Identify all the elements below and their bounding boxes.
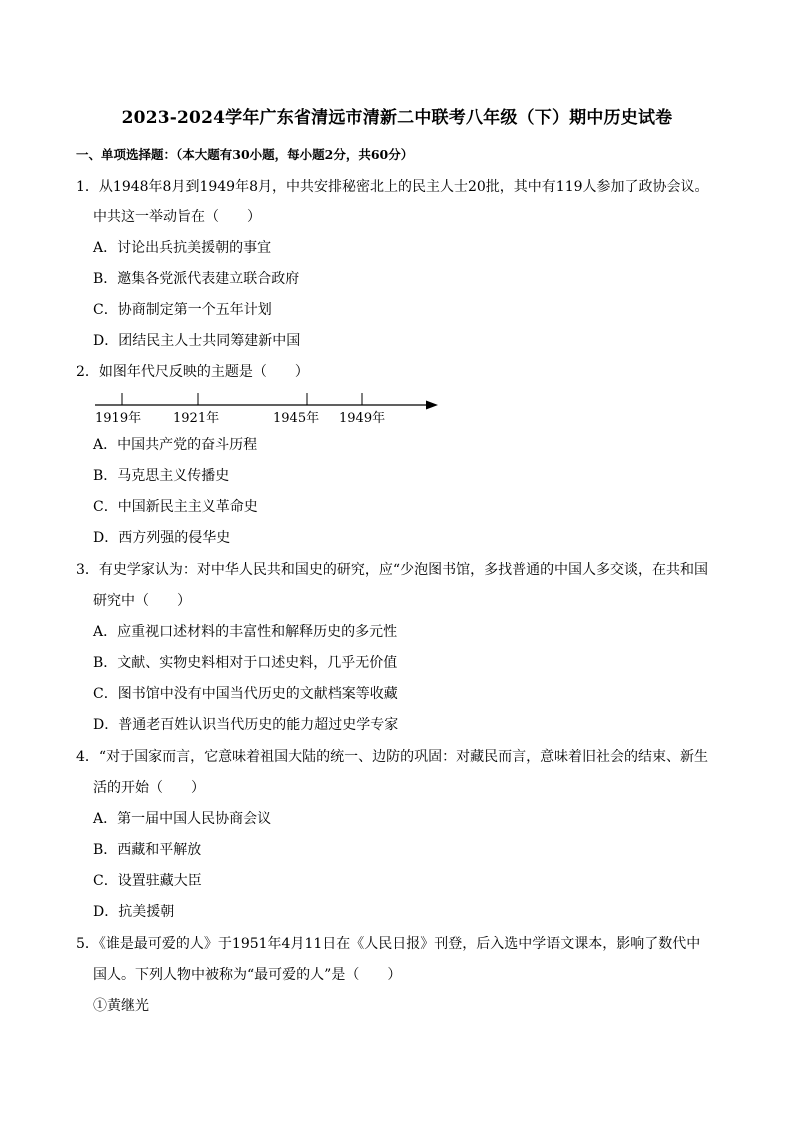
question-4-option-d: D．抗美援朝 — [93, 904, 175, 920]
question-1-option-a: A．讨论出兵抗美援朝的事宜 — [93, 240, 272, 256]
question-2-option-d: D．西方列强的侵华史 — [93, 530, 231, 546]
question-3-option-a: A．应重视口述材料的丰富性和解释历史的多元性 — [93, 624, 398, 640]
question-2-option-b: B．马克思主义传播史 — [93, 468, 230, 484]
timeline-label-3: 1945年 — [273, 411, 320, 426]
question-1-stem: 1．从1948年8月到1949年8月，中共安排秘密北上的民主人士20批，其中有119人参加了政协会议。 — [76, 179, 709, 195]
exam-title: 2023-2024学年广东省清远市清新二中联考八年级（下）期中历史试卷 — [121, 108, 673, 128]
timeline-figure — [93, 388, 443, 428]
timeline-label-2: 1921年 — [173, 411, 220, 426]
question-5-item-1: ①黄继光 — [93, 998, 149, 1014]
question-5-stem-cont: 国人。下列人物中被称为“最可爱的人”是（ ） — [93, 967, 402, 983]
question-4-option-c: C．设置驻藏大臣 — [93, 873, 202, 889]
question-3-option-b: B．文献、实物史料相对于口述史料，几乎无价值 — [93, 655, 398, 671]
question-2-stem: 2．如图年代尺反映的主题是（ ） — [76, 364, 309, 380]
section-heading: 一、单项选择题：（本大题有30小题，每小题2分，共60分） — [76, 147, 414, 162]
question-3-option-d: D．普通老百姓认识当代历史的能力超过史学专家 — [93, 717, 399, 733]
question-4-option-b: B．西藏和平解放 — [93, 842, 202, 858]
question-4-stem: 4．“对于国家而言，它意味着祖国大陆的统一、边防的巩固：对藏民而言，意味着旧社会的结束、新生 — [76, 749, 709, 765]
question-2-option-c: C．中国新民主主义革命史 — [93, 499, 258, 515]
timeline-label-4: 1949年 — [339, 411, 386, 426]
question-4-stem-cont: 活的开始（ ） — [93, 780, 205, 796]
question-1-option-d: D．团结民主人士共同筹建新中国 — [93, 333, 301, 349]
question-3-stem: 3．有史学家认为：对中华人民共和国史的研究，应“少泡图书馆，多找普通的中国人多交谈，在共和国 — [76, 562, 709, 578]
question-5-stem: 5．《谁是最可爱的人》于1951年4月11日在《人民日报》刊登，后入选中学语文课本，影响了数代中 — [76, 936, 701, 952]
question-2-option-a: A．中国共产党的奋斗历程 — [93, 437, 258, 453]
timeline-svg — [93, 388, 443, 428]
question-1-stem-cont: 中共这一举动旨在（ ） — [93, 209, 261, 225]
question-3-stem-cont: 研究中（ ） — [93, 593, 191, 609]
question-1-option-b: B．邀集各党派代表建立联合政府 — [93, 271, 300, 287]
timeline-arrow-head — [426, 401, 438, 410]
question-3-option-c: C．图书馆中没有中国当代历史的文献档案等收藏 — [93, 686, 398, 702]
question-1-option-c: C．协商制定第一个五年计划 — [93, 302, 272, 318]
timeline-label-1: 1919年 — [95, 411, 142, 426]
question-4-option-a: A．第一届中国人民协商会议 — [93, 811, 272, 827]
